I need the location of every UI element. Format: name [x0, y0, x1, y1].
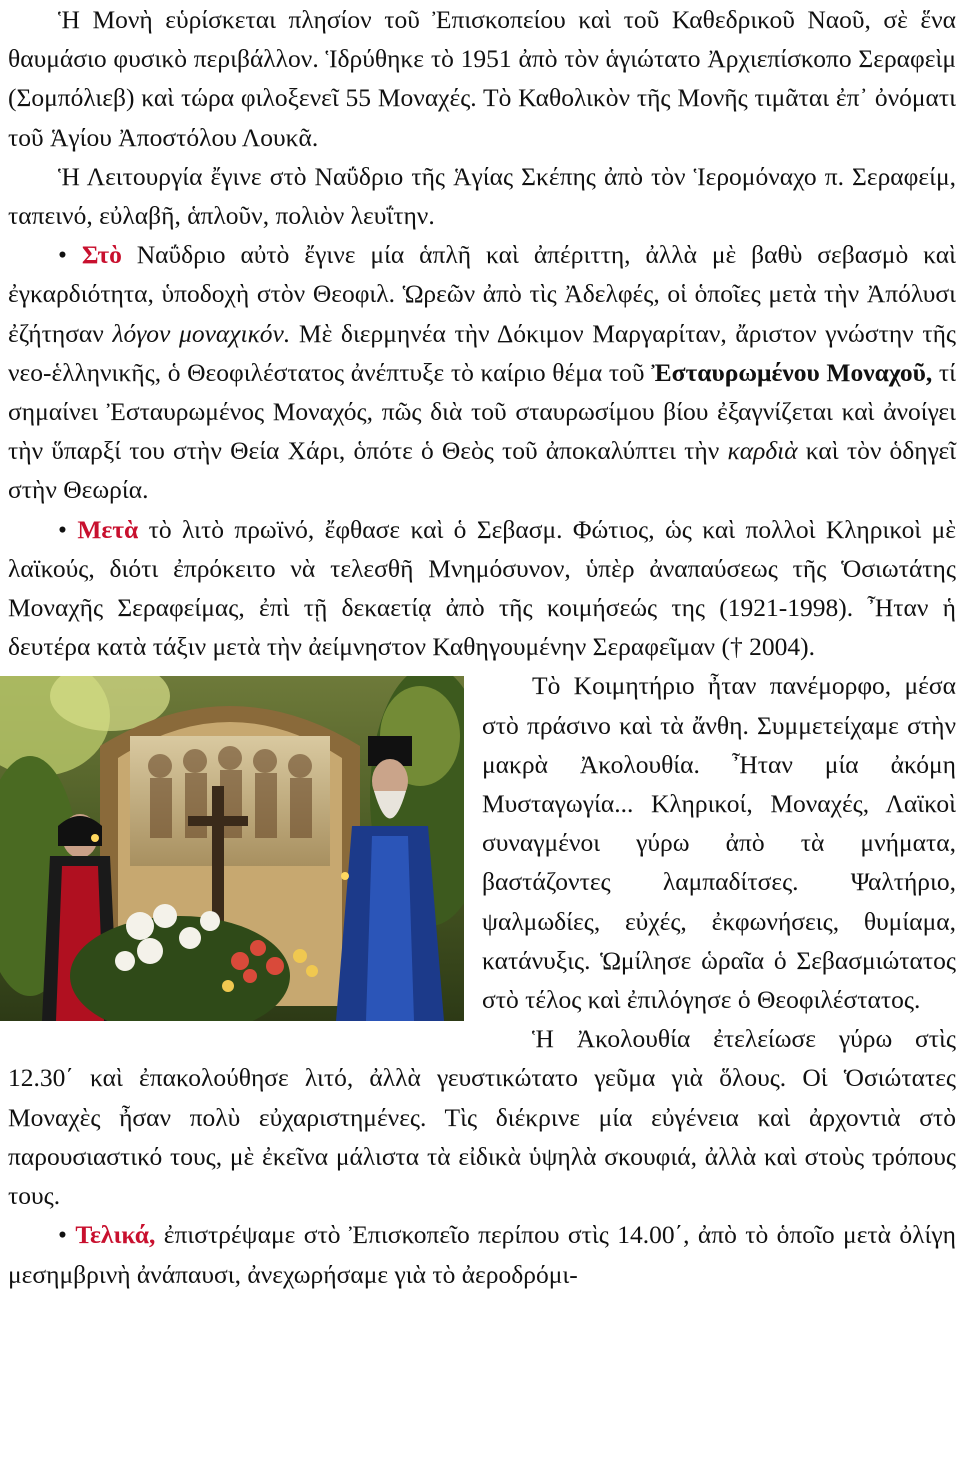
- paragraph-text: Μὲ διερμηνέα τὴν Δόκιμον Μαργαρίταν, ἄριστον γνώστην τῆς νεο-ἑλληνικῆς, ὁ Θεοφιλέστατος ἀνέπτυξε τὸ καίριο θέμα τοῦ: [8, 318, 957, 387]
- paragraph-monastery-location: Ἡ Μονὴ εὑρίσκεται πλησίον τοῦ Ἐπισκοπείου καὶ τοῦ Καθεδρικοῦ Ναοῦ, σὲ ἕνα θαυμάσιο φυσικὸ περιβάλλον. Ἱδρύθηκε τὸ 1951 ἀπὸ τὸν ἁγιώτατο Ἀρχιεπίσκοπο Σεραφεὶμ (Σομπόλιεβ) καὶ τώρα φιλοξενεῖ 55 Μοναχές. Τὸ Καθολικὸν τῆς Μονῆς τιμᾶται ἐπ᾽ ὀνόματι τοῦ Ἁγίου Ἀποστόλου Λουκᾶ.: [8, 5, 956, 152]
- bullet-icon: •: [58, 240, 67, 270]
- paragraph-lead-word: Στὸ: [81, 240, 122, 270]
- paragraph-lead-word: Τελικά,: [75, 1220, 156, 1250]
- paragraph-liturgy: Ἡ Λειτουργία ἔγινε στὸ Ναΰδριο τῆς Ἁγίας Σκέπης ἀπὸ τὸν Ἱερομόναχο π. Σεραφείμ, ταπεινό, εὐλαβῆ, ἁπλοῦν, πολιὸν λευΐτην.: [8, 161, 956, 231]
- cemetery-memorial-photo-icon: [0, 676, 464, 1021]
- cemetery-photo: [0, 676, 464, 1021]
- article-page: [8, 0, 956, 1294]
- paragraph-text: ἐπιστρέψαμε στὸ Ἐπισκοπεῖο περίπου στὶς 14.00΄, ἀπὸ τὸ ὁποῖο μετὰ ὀλίγη μεσημβρινὴ ἀνάπαυσι, ἀνεχωρήσαμε γιὰ τὸ ἀεροδρόμι-: [8, 1220, 957, 1289]
- bold-phrase: Ἐσταυρωμένου Μοναχοῦ,: [651, 357, 933, 387]
- bullet-icon: •: [58, 1220, 67, 1250]
- paragraph-meal: Ἡ Ἀκολουθία ἐτελείωσε γύρω στὶς 12.30΄ καὶ ἐπακολούθησε λιτό, ἀλλὰ γευστικώτατο γεῦμα γιὰ ὅλους. Οἱ Ὁσιώτατες Μοναχὲς ἦσαν πολὺ εὐχαριστημένες. Τὶς διέκρινε μία εὐγένεια καὶ ἀρχοντιὰ στὸ παρουσιαστικό τους, μὲ ἐκεῖνα μάλιστα τὰ εἰδικὰ ὑψηλὰ σκουφιά, ἀλλὰ καὶ στοὺς τρόπους τους.: [8, 1024, 956, 1211]
- bullet-icon: •: [58, 514, 67, 544]
- italic-phrase: λόγον μοναχικόν.: [112, 318, 291, 348]
- paragraph-text: τὸ λιτὸ πρωϊνό, ἔφθασε καὶ ὁ Σεβασμ. Φώτιος, ὡς καὶ πολλοὶ Κληρικοὶ μὲ λαϊκούς, διότι ἐπρόκειτο νὰ τελεσθῆ Μνημόσυνον, ὑπὲρ ἀναπαύσεως τῆς Ὁσιωτάτης Μοναχῆς Σεραφείμας, ἐπὶ τῇ δεκαετίᾳ ἀπὸ τῆς κοιμήσεώς της (1921-1998). Ἦταν ἡ δευτέρα κατὰ τάξιν μετὰ τὴν ἀείμνηστον Καθηγουμένην Σεραφεῖμαν († 2004).: [8, 514, 956, 662]
- paragraph-text: καὶ τὸν ὁδηγεῖ στὴν Θεωρία.: [8, 436, 957, 505]
- paragraph-return: [8, 1215, 956, 1293]
- italic-phrase: καρδιὰ: [727, 436, 798, 466]
- paragraph-cemetery: Τὸ Κοιμητήριο ἦταν πανέμορφο, μέσα στὸ πράσινο καὶ τὰ ἄνθη. Συμμετείχαμε στὴν μακρὰ Ἀκολουθία. Ἦταν μία ἀκόμη Μυσταγωγία... Κληρικοί, Μοναχές, Λαϊκοὶ συναγμένοι γύρω ἀπὸ τὰ μνήματα, βαστάζοντες λαμπαδίτσες. Ψαλτήριο, ψαλμωδίες, εὐχές, ἐκφωνήσεις, θυμίαμα, κατάνυξις. Ὡμίλησε ὡραῖα ὁ Σεβασμιώτατος στὸ τέλος καὶ ἐπιλόγησε ὁ Θεοφιλέστατος.: [482, 671, 956, 1015]
- paragraph-lead-word: Μετὰ: [77, 514, 139, 544]
- paragraph-memorial: [8, 510, 956, 667]
- paragraph-text: τί σημαίνει Ἐσταυρωμένος Μοναχός, πῶς διὰ τοῦ σταυρωσίμου βίου ἐξαγνίζεται καὶ ἀνοίγει τὴν ὕπαρξί του στὴν Θεία Χάρι, ὁπότε ὁ Θεὸς τοῦ ἀποκαλύπτει τὴν: [8, 357, 956, 466]
- paragraph-text: Ναΰδριο αὐτὸ ἔγινε μία ἁπλῆ καὶ ἀπέριττη, ἀλλὰ μὲ βαθὺ σεβασμὸ καὶ ἐγκαρδιότητα, ὑποδοχὴ στὸν Θεοφιλ. Ὡρεῶν ἀπὸ τὶς Ἀδελφές, οἱ ὁποῖες μετὰ τὴν Ἀπόλυσι ἐζήτησαν: [8, 240, 956, 348]
- paragraph-reception: [8, 235, 956, 509]
